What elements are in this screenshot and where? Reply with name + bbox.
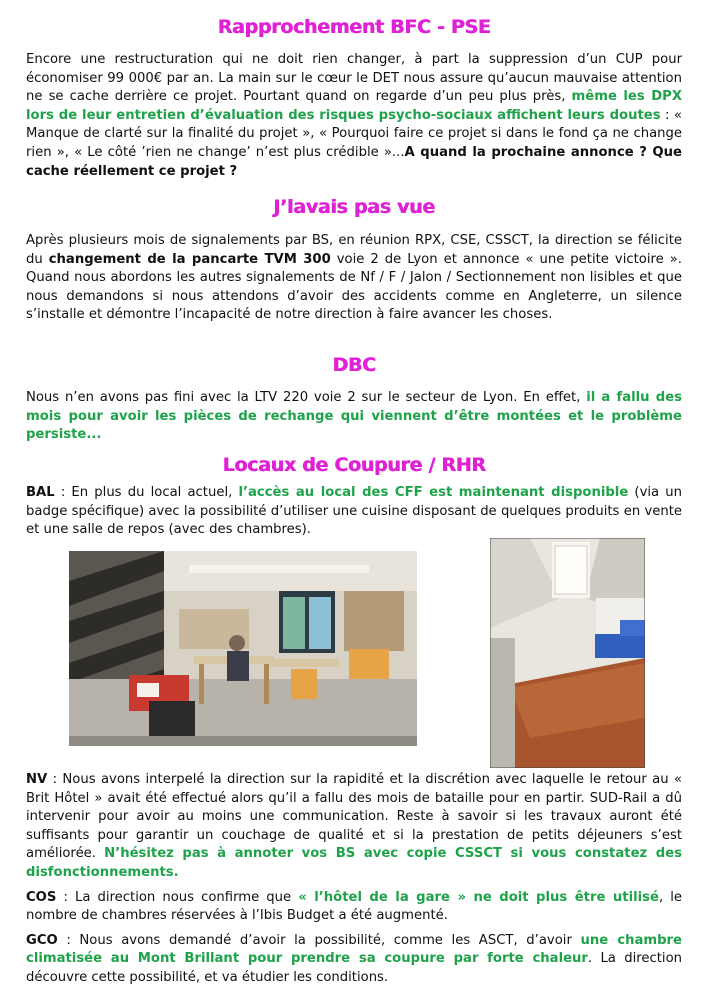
section-body: Après plusieurs mois de signalements par BS, en réunion RPX, CSE, CSSCT, la direction se félicite du changement de la pancarte TVM 300 voie 2 de Lyon et annonce « une petite victoire ». Quand nous abordons les autres signalements de Nf / F / Jalon / Sectionnement non lisibles et que nous demandons si nous attendons d’avoir des accidents comme en Angleterre, un silence s’installe et démontre l’incapacité de notre direction à faire avancer les choses. [26,233,683,323]
section-rapprochement [26,16,682,181]
section-locaux [26,454,682,540]
paragraph-bal: BAL : En plus du local actuel, l’accès au local des CFF est maintenant disponible (via un badge spécifique) avec la possibilité d’utiliser une cuisine disposant de quelques produits en vente et une salle de repos (avec des chambres). [26,485,682,538]
section-title: DBC [332,354,376,376]
section-pancarte [26,196,682,325]
section-title: Locaux de Coupure / RHR [222,454,486,476]
section-title: J’lavais pas vue [273,196,435,218]
paragraph-gco: GCO : Nous avons demandé d’avoir la possibilité, comme les ASCT, d’avoir une chambre climatisée au Mont Brillant pour prendre sa coupure par forte chaleur. La direction découvre cette possibilité, et va étudier les conditions. [26,932,682,985]
paragraph-cos: COS : La direction nous confirme que « l’hôtel de la gare » ne doit plus être utilisé, le nombre de chambres réservées à l’Ibis Budget a été augmenté. [26,889,682,924]
section-body: Nous n’en avons pas fini avec la LTV 220 voie 2 sur le secteur de Lyon. En effet, il a fallu des mois pour avoir les pièces de rechange qui viennent d’être montées et le problème persiste... [26,390,682,443]
section-body: Encore une restructuration qui ne doit rien changer, à part la suppression d’un CUP pour économiser 99 000€ par an. La main sur le cœur le DET nous assure qu’aucun mauvaise attention ne se cache derrière ce projet. Pourtant quand on regarde d’un peu plus près, même les DPX lors de leur entretien d’évaluation des risques psycho-sociaux affichent leurs doutes : « Manque de clarté sur la finalité du projet », « Pourquoi faire ce projet si dans le fond ça ne change rien », « Le côté ’rien ne change’ n’est plus crédible »...A quand la prochaine annonce ? Que cache réellement ce projet ? [26,52,683,179]
section-locaux-suite [26,771,682,988]
cafeteria-photo [69,551,417,746]
photos [66,548,646,768]
section-dbc [26,354,682,445]
paragraph-nv: NV : Nous avons interpelé la direction sur la rapidité et la discrétion avec laquelle le retour au « Brit Hôtel » avait été effectué alors qu’il a fallu des mois de bataille pour en partir. SUD-Rail a dû intervenir pour avoir au moins une communication. Reste à savoir si les travaux auront été suffisants pour garantir un couchage de qualité et si la prestation de petits déjeuners s’est améliorée. N’hésitez pas à annoter vos BS avec copie CSSCT si vous constatez des disfonctionnements. [26,772,682,880]
bedroom-photo [490,538,645,768]
section-title: Rapprochement BFC - PSE [217,16,491,38]
